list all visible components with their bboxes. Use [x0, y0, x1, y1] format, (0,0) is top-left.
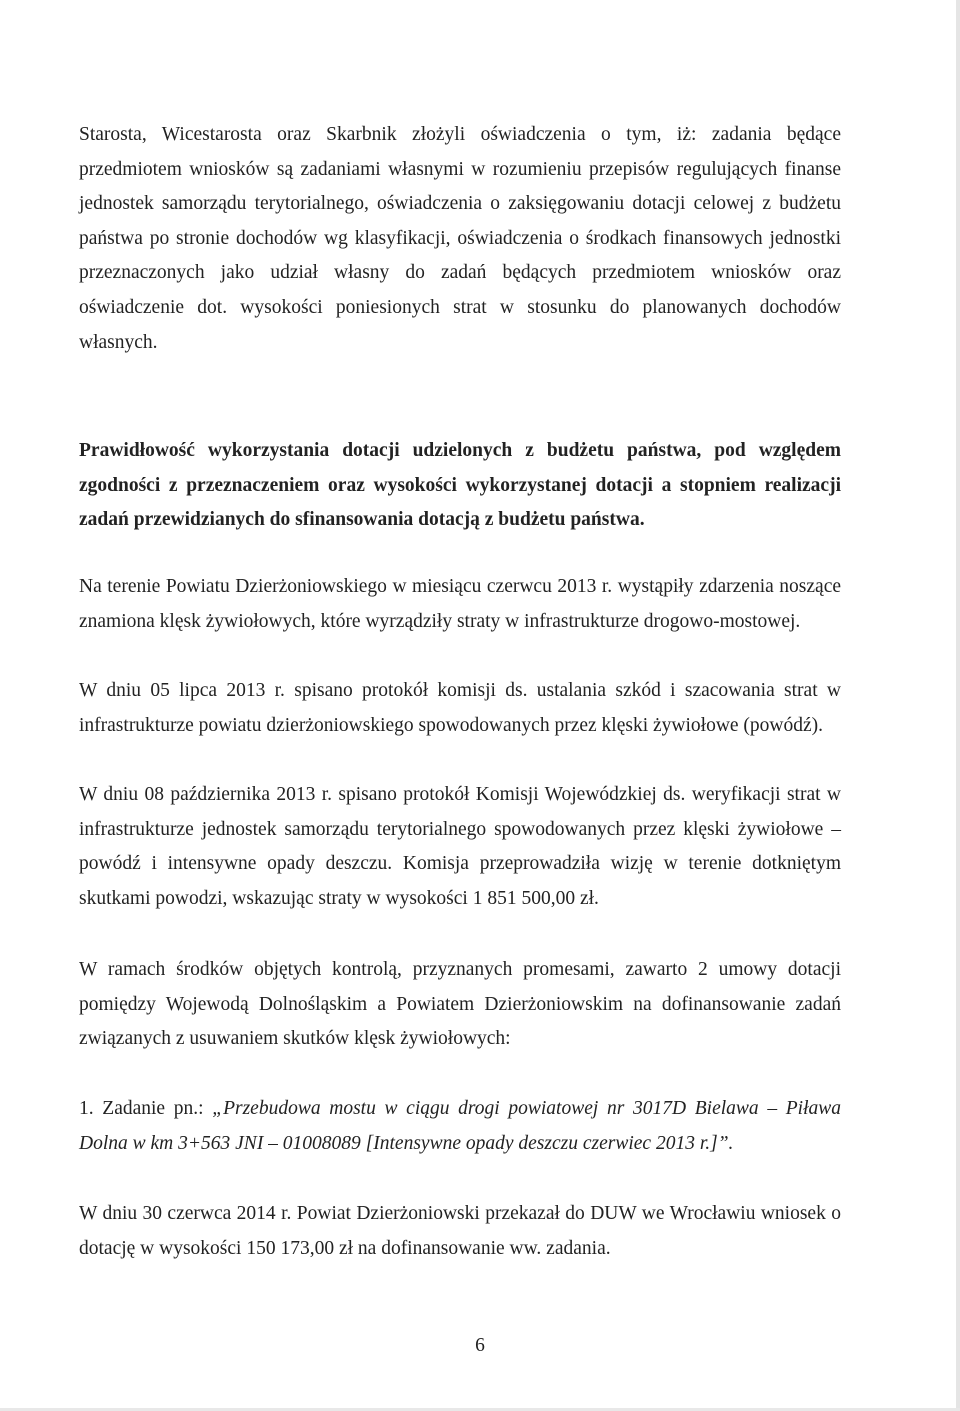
scan-edge-right [956, 0, 960, 1411]
paragraph-application: W dniu 30 czerwca 2014 r. Powiat Dzierżoniowski przekazał do DUW we Wrocławiu wniosek o dotację w wysokości 150 173,00 zł na dofinansowanie ww. zadania. [79, 1203, 841, 1259]
paragraph-protocol-october: W dniu 08 października 2013 r. spisano protokół Komisji Wojewódzkiej ds. weryfikacji strat w infrastrukturze jednostek samorządu terytorialnego spowodowanych przez klęski żywiołowe – powódź i intensywne opady deszczu. Komisja przeprowadziła wizję w terenie dotkniętym skutkami powodzi, wskazując straty w wysokości 1 851 500,00 zł. [79, 784, 841, 909]
list-item-prefix: 1. Zadanie pn.: [79, 1098, 213, 1119]
task-title: „Przebudowa mostu w ciągu drogi powiatowej nr 3017D Bielawa – Piława Dolna w km 3+563 JNI – 01008089 [Intensywne opady deszczu czerwiec 2013 r.]”. [79, 1098, 841, 1154]
section-heading: Prawidłowość wykorzystania dotacji udzielonych z budżetu państwa, pod względem zgodności z przeznaczeniem oraz wysokości wykorzystanej dotacji a stopniem realizacji zadań przewidzianych do sfinansowania dotacją z budżetu państwa. [79, 440, 841, 531]
page-number: 6 [475, 1335, 485, 1356]
paragraph-grant-agreements: W ramach środków objętych kontrolą, przyznanych promesami, zawarto 2 umowy dotacji pomiędzy Wojewodą Dolnośląskim a Powiatem Dzierżoniowskim na dofinansowanie zadań związanych z usuwaniem skutków klęsk żywiołowych: [79, 959, 841, 1050]
paragraph-declarations: Starosta, Wicestarosta oraz Skarbnik złożyli oświadczenia o tym, iż: zadania będące przedmiotem wniosków są zadaniami własnymi w rozumieniu przepisów regulujących finanse jednostek samorządu terytorialnego, oświadczenia o zaksięgowaniu dotacji celowej z budżetu państwa po stronie dochodów wg klasyfikacji, oświadczenia o środkach finansowych jednostki przeznaczonych jako udział własny do zadań będących przedmiotem wniosków oraz oświadczenie dot. wysokości poniesionych strat w stosunku do planowanych dochodów własnych. [79, 124, 841, 353]
paragraph-flood-events: Na terenie Powiatu Dzierżoniowskiego w miesiącu czerwcu 2013 r. wystąpiły zdarzenia noszące znamiona klęsk żywiołowych, które wyrządziły straty w infrastrukturze drogowo-mostowej. [79, 576, 841, 632]
list-item-task-1 [79, 1092, 841, 1161]
paragraph-protocol-july: W dniu 05 lipca 2013 r. spisano protokół komisji ds. ustalania szkód i szacowania strat w infrastrukturze powiatu dzierżoniowskiego spowodowanych przez klęski żywiołowe (powódź). [79, 680, 841, 736]
